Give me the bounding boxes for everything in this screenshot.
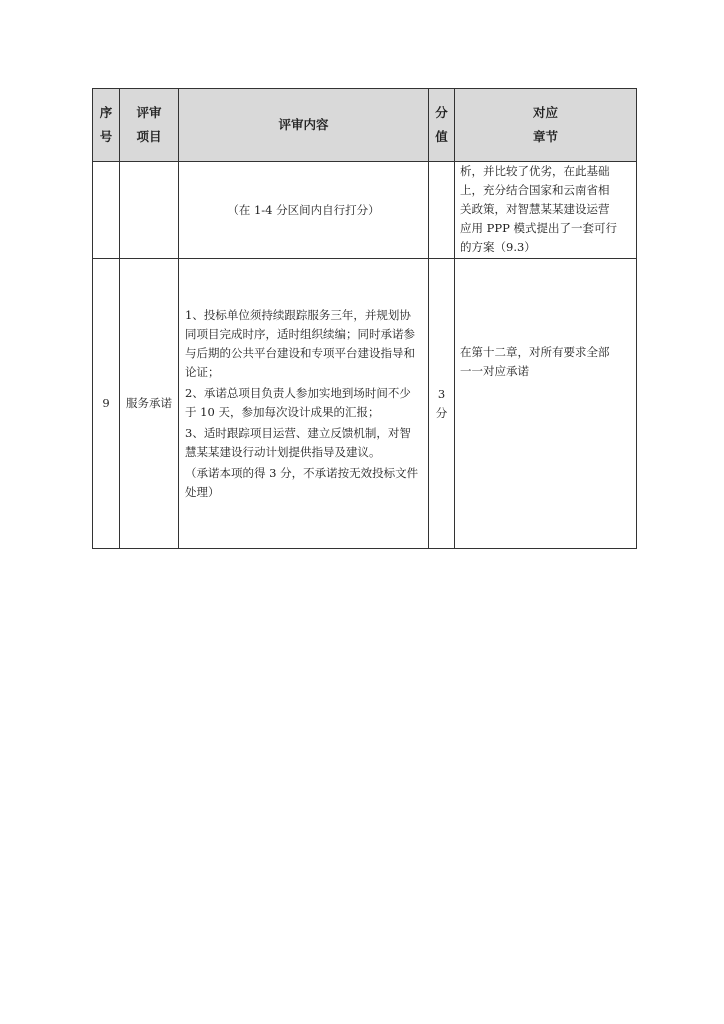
cell-chapter [455,259,637,549]
chapter-line: 一一对应承诺 [460,364,529,378]
header-score-line2: 值 [435,129,448,144]
header-score [429,89,455,162]
evaluation-table [92,88,637,549]
chapter-line: 上，充分结合国家和云南省相 [460,183,610,197]
cell-item [120,259,179,549]
table-row-9 [93,259,637,549]
cell-content [179,259,429,549]
header-row [93,89,637,162]
chapter-line: 析，并比较了优劣，在此基础 [460,164,610,178]
cell-content [179,162,429,259]
header-item [120,89,179,162]
cell-index [93,259,120,549]
row-index: 9 [102,396,110,410]
table-row-continued [93,162,637,259]
cell-item-empty [120,162,179,259]
header-index-line2: 号 [99,129,113,144]
chapter-line: 在第十二章，对所有要求全部 [460,345,610,359]
requirement-item: 3、适时跟踪项目运营、建立反馈机制，对智慧某某建设行动计划提供指导及建议。 [185,425,411,459]
score-range-note: （在 1-4 分区间内自行打分） [227,202,380,217]
score-unit: 分 [435,405,448,420]
header-chapter-line1: 对应 [532,105,558,120]
header-item-line2: 项目 [136,129,162,144]
cell-score-empty [429,162,455,259]
cell-score [429,259,455,549]
header-content-label: 评审内容 [278,117,329,132]
header-chapter-line2: 章节 [532,129,558,144]
chapter-line: 应用 PPP 模式提出了一套可行 [460,221,618,235]
header-index-line1: 序 [99,105,113,120]
header-index [93,89,120,162]
requirement-item: 1、投标单位须持续跟踪服务三年，并规划协同项目完成时序，适时组织续编；同时承诺参与后期的公共平台建设和专项平台建设指导和论证； [185,307,415,379]
row-item-name: 服务承诺 [126,396,172,410]
commitment-note: （承诺本项的得 3 分，不承诺按无效投标文件处理） [185,465,419,499]
requirement-item: 2、承诺总项目负责人参加实地到场时间不少于 10 天，参加每次设计成果的汇报； [185,385,411,419]
header-score-line1: 分 [435,105,448,120]
header-chapter [455,89,637,162]
header-content [179,89,429,162]
chapter-line: 的方案（9.3） [460,240,536,254]
score-value: 3 [437,386,446,401]
cell-index-empty [93,162,120,259]
chapter-line: 关政策，对智慧某某建设运营 [460,202,610,216]
header-item-line1: 评审 [136,105,162,120]
cell-chapter [455,162,637,259]
